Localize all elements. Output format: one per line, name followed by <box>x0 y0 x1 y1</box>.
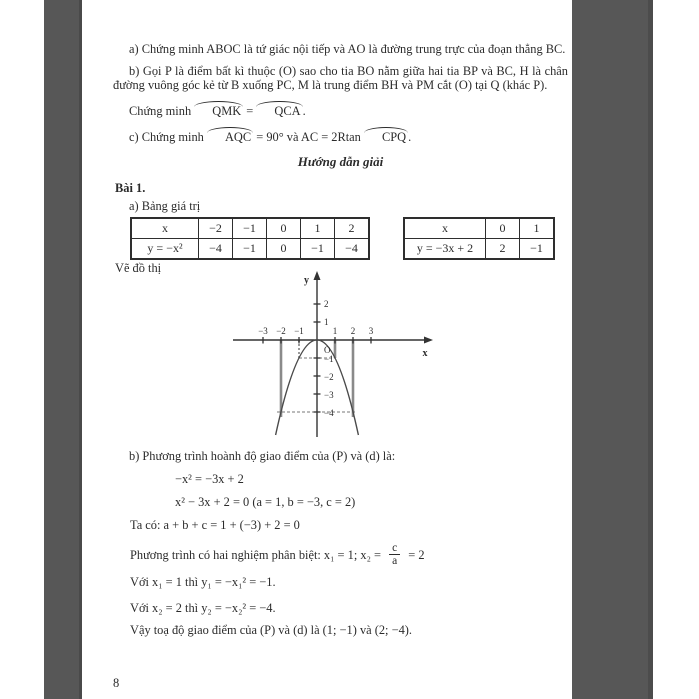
table-row <box>131 218 369 239</box>
parabola-plot-svg <box>229 269 441 441</box>
table-cell: 1 <box>301 218 335 239</box>
table-cell: −1 <box>233 218 267 239</box>
period: . <box>408 130 412 145</box>
x-axis-arrow <box>424 337 433 344</box>
table-cell: x <box>404 218 486 239</box>
problem-paragraph-b: b) Gọi P là điểm bất kì thuộc (O) sao cho tia BO nằm giữa hai tia BP và BC, H là chân đường vuông góc kẻ từ B xuống PC, M là trung điểm BH và PM cắt (O) tại Q (khác P). <box>113 63 568 93</box>
scan-backdrop-right <box>572 0 653 699</box>
arc-angle-aqc: AQC <box>207 129 253 145</box>
x-tick-label: 1 <box>332 326 338 337</box>
solution-heading: Hướng dẫn giải <box>297 153 384 169</box>
x-tick-label: −3 <box>258 326 268 337</box>
part-b-label: b) Phương trình hoành độ giao điểm của (P) và (d) là: <box>129 449 396 464</box>
value-table-parabola <box>130 217 370 260</box>
table-cell: −4 <box>335 238 370 259</box>
equation-1: −x² = −3x + 2 <box>175 471 244 486</box>
conclusion-line: Vậy toạ độ giao điểm của (P) và (d) là (1; −1) và (2; −4). <box>130 623 413 638</box>
x-tick-label: 2 <box>350 326 356 337</box>
case-x2-line: Với x₂ = 2 thì y₂ = −x₂² = −4. <box>130 600 276 615</box>
equals-sign: = <box>246 103 254 118</box>
part-a-label: a) Bảng giá trị <box>129 199 201 214</box>
arc-angle-qca: QCA <box>256 103 302 119</box>
x-tick-label: −1 <box>294 326 304 337</box>
prove-c-prefix: c) Chứng minh <box>129 130 204 145</box>
y-axis-label: y <box>304 275 309 287</box>
x-axis-label: x <box>422 348 428 360</box>
value-table-line <box>403 217 555 260</box>
table-cell: y = −x² <box>131 238 199 259</box>
table-cell: −1 <box>233 238 267 259</box>
roots-suffix: = 2 <box>405 547 425 562</box>
table-cell: −1 <box>520 238 555 259</box>
y-axis-arrow <box>314 271 321 280</box>
y-tick-label: 2 <box>324 299 329 310</box>
value-tables-row <box>130 217 568 260</box>
table-row <box>131 238 369 259</box>
origin-label: O <box>324 345 331 356</box>
arc-angle-qmk: QMK <box>194 103 243 119</box>
table-cell: y = −3x + 2 <box>404 238 486 259</box>
y-tick-label: −4 <box>324 408 334 419</box>
table-cell: 0 <box>267 238 301 259</box>
x-tick-label: 3 <box>368 326 374 337</box>
table-cell: 2 <box>486 238 520 259</box>
y-tick-label: 1 <box>324 317 329 328</box>
coordinate-graph <box>229 269 441 441</box>
exercise-title: Bài 1. <box>115 180 146 195</box>
prove-prefix: Chứng minh <box>129 103 192 118</box>
prove-c-middle: = 90° và AC = 2Rtan <box>256 130 361 145</box>
arc-angle-cpq: CPQ <box>364 129 408 145</box>
table-cell: x <box>131 218 199 239</box>
period: . <box>302 103 306 118</box>
sum-coefficients-line: Ta có: a + b + c = 1 + (−3) + 2 = 0 <box>130 518 300 533</box>
y-tick-label: −1 <box>324 354 334 365</box>
table-cell: −1 <box>301 238 335 259</box>
draw-graph-label: Vẽ đồ thị <box>115 260 162 275</box>
roots-line <box>130 542 568 568</box>
table-row <box>404 238 554 259</box>
page-number: 8 <box>113 676 120 690</box>
case-x1-line: Với x₁ = 1 thì y₁ = −x₁² = −1. <box>130 575 276 589</box>
equation-2: x² − 3x + 2 = 0 (a = 1, b = −3, c = 2) <box>175 494 356 509</box>
y-tick-label: −3 <box>324 390 334 401</box>
table-cell: −4 <box>199 238 233 259</box>
scan-backdrop-left <box>44 0 82 699</box>
table-cell: 1 <box>520 218 555 239</box>
table-cell: 0 <box>267 218 301 239</box>
table-cell: 2 <box>335 218 370 239</box>
fraction-numerator: c <box>389 542 400 556</box>
fraction-c-over-a <box>389 542 400 568</box>
table-row <box>404 218 554 239</box>
y-tick-label: −2 <box>324 372 334 383</box>
roots-prefix: Phương trình có hai nghiệm phân biệt: x₁ = 1; x₂ = <box>130 547 385 562</box>
prove-angle-line-1 <box>113 103 568 119</box>
prove-angle-line-c <box>113 129 568 145</box>
table-cell: 0 <box>486 218 520 239</box>
page-content <box>113 42 568 638</box>
table-cell: −2 <box>199 218 233 239</box>
fraction-denominator: a <box>392 555 398 568</box>
problem-paragraph-a: a) Chứng minh ABOC là tứ giác nội tiếp và AO là đường trung trực của đoạn thẳng BC. <box>129 42 566 56</box>
x-tick-label: −2 <box>276 326 286 337</box>
